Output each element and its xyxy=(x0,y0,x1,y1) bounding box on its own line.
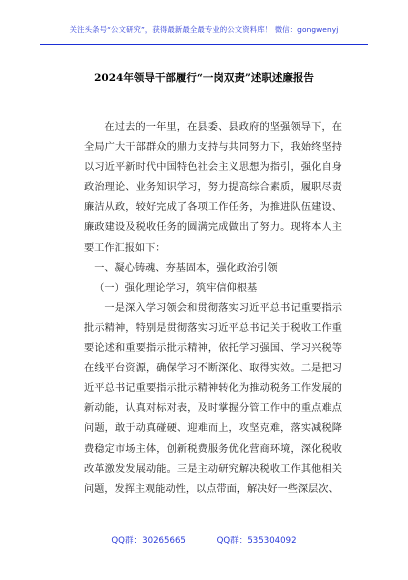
section-heading-1: 一、凝心铸魂、夯基固本，强化政治引领 xyxy=(94,262,278,274)
header-banner: 关注头条号“公文研究”，获得最新最全最专业的公文资料库！ 微信：gongwenyj xyxy=(69,25,339,34)
footer-contact xyxy=(0,534,408,546)
footer-qq-group-1: QQ群：30265665 xyxy=(111,536,186,546)
header-divider xyxy=(40,44,368,45)
body-paragraph-1: 一是深入学习领会和贯彻落实习近平总书记重要指示批示精神，特别是贯彻落实习近平总书记关于税收工作重要论述和重要指示批示精神，依托学习强国、学习兴税等在线平台资源，确保学习不断深化、取得实效。二是把习近平总书记重要指示批示精神转化为推动税务工作发展的新动能，认真对标对表，及时掌握分管工作中的重点难点问题，敢于动真碰硬、迎难而上，攻坚克难，落实减税降费稳定市场主体，创新税费服务优化营商环境，深化税收改革激发发展动能。三是主动研究解决税收工作其他相关问题，发挥主观能动性，以点带面，解决好一些深层次、 xyxy=(84,302,342,495)
subsection-heading-1: （一）强化理论学习，筑牢信仰根基 xyxy=(94,282,258,294)
footer-qq-group-2: QQ群：535304092 xyxy=(216,536,297,546)
intro-paragraph: 在过去的一年里，在县委、县政府的坚强领导下，在全局广大干部群众的鼎力支持与共同努力下，我始终坚持以习近平新时代中国特色社会主义思想为指引，强化自身政治理论、业务知识学习，努力提高综合素质，履职尽责廉洁从政，较好完成了各项工作任务，为推进队伍建设、廉政建设及税收任务的圆满完成做出了努力。现将本人主要工作汇报如下： xyxy=(84,122,342,254)
document-body xyxy=(84,118,342,500)
document-title: 2024年领导干部履行“一岗双责”述职述廉报告 xyxy=(94,72,314,84)
